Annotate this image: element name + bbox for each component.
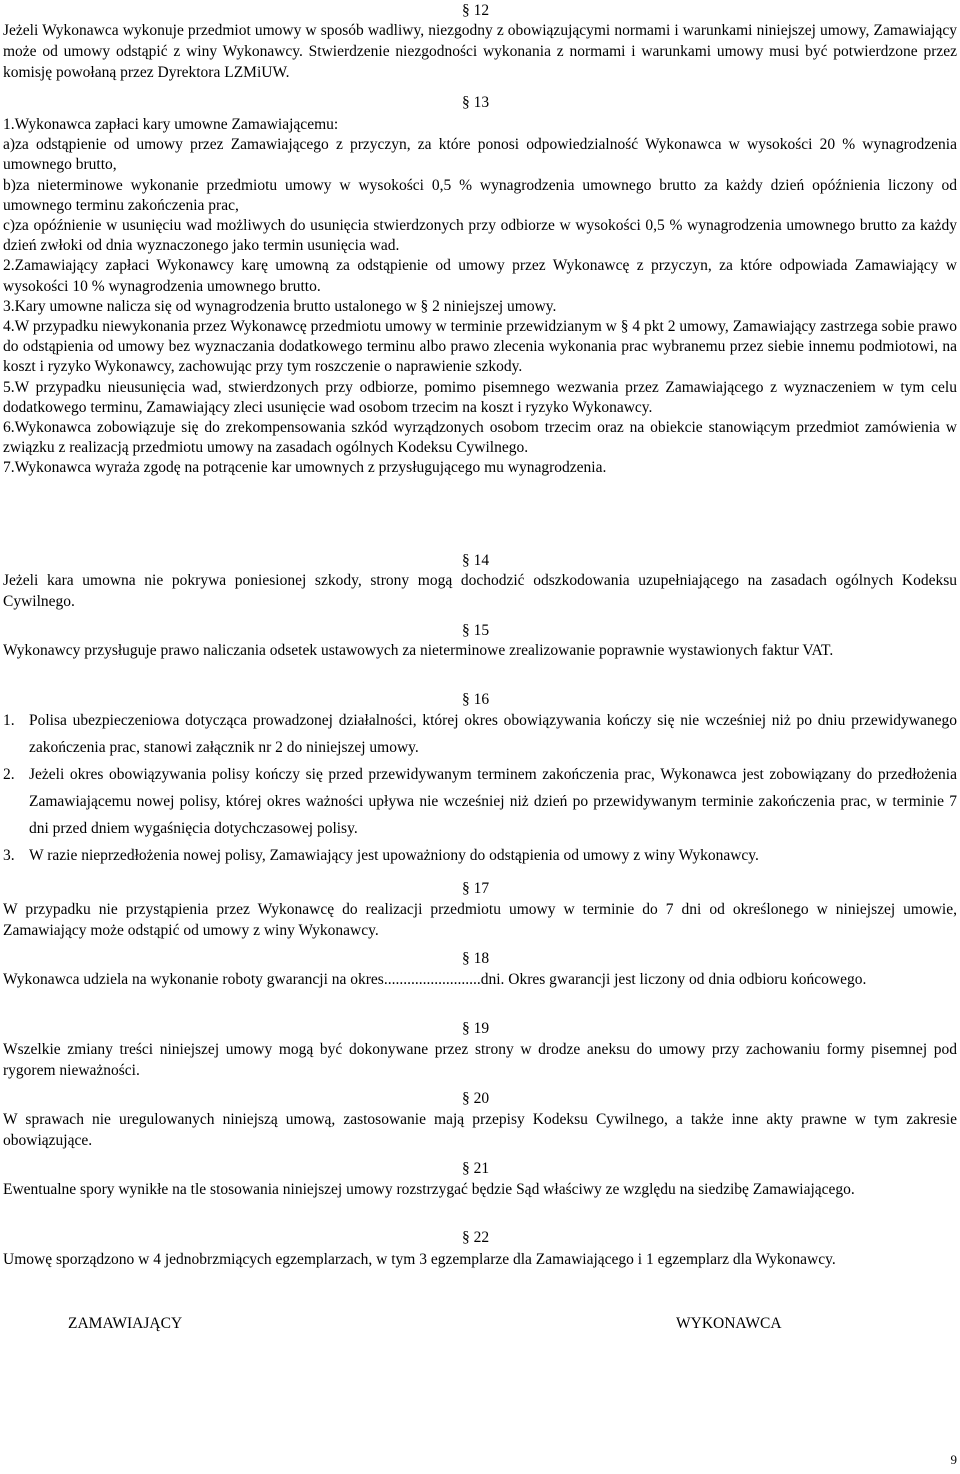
section-13-heading: § 13 bbox=[462, 94, 490, 111]
section-13-point-7: 7.Wykonawca wyraża zgodę na potrącenie kar umownych z przysługującego mu wynagrodzenia. bbox=[3, 459, 607, 477]
list-item-text: Polisa ubezpieczeniowa dotycząca prowadzonej działalności, której okres obowiązywania kończy się nie wcześniej niż po dniu przewidywanego zakończenia prac, stanowi załącznik nr 2 do niniejszej umowy. bbox=[29, 712, 957, 756]
section-13-point-3: 3.Kary umowne nalicza się od wynagrodzenia brutto ustalonego w § 2 niniejszej umowy. bbox=[3, 297, 557, 315]
section-13-point-1a: a)za odstąpienie od umowy przez Zamawiającego z przyczyn, za które ponosi odpowiedzialność Wykonawca w wysokości 20 % wynagrodzenia umownego brutto, bbox=[3, 136, 957, 174]
section-21-text: Ewentualne spory wynikłe na tle stosowania niniejszej umowy rozstrzygać będzie Sąd właściwy ze względu na siedzibę Zamawiającego. bbox=[3, 1181, 855, 1198]
section-13-point-1b: b)za nieterminowe wykonanie przedmiotu umowy w wysokości 0,5 % wynagrodzenia umownego brutto za każdy dzień opóźnienia liczony od umownego terminu zakończenia prac, bbox=[3, 176, 957, 214]
section-13-point-6: 6.Wykonawca zobowiązuje się do zrekompensowania szkód wyrządzonych osobom trzecim oraz na obiekcie stanowiącym przedmiot zamówienia w związku z realizacją przedmiotu umowy na zasadach ogólnych Kodeksu Cywilnego. bbox=[3, 419, 957, 457]
section-22-heading: § 22 bbox=[462, 1229, 490, 1246]
section-21-heading: § 21 bbox=[462, 1160, 490, 1177]
section-19-text: Wszelkie zmiany treści niniejszej umowy mogą być dokonywane przez strony w drodze aneksu do umowy przy zachowaniu formy pisemnej pod rygorem nieważności. bbox=[3, 1041, 957, 1079]
section-14-heading: § 14 bbox=[462, 552, 490, 569]
list-item bbox=[3, 842, 957, 869]
section-15-text: Wykonawcy przysługuje prawo naliczania odsetek ustawowych za nieterminowe zrealizowanie poprawnie wystawionych faktur VAT. bbox=[3, 642, 834, 659]
signature-label-wykonawca: WYKONAWCA bbox=[676, 1315, 782, 1332]
section-17-text: W przypadku nie przystąpienia przez Wykonawcę do realizacji przedmiotu umowy w terminie do 7 dni od określonego w niniejszej umowie, Zamawiający może odstąpić od umowy z winy Wykonawcy. bbox=[3, 901, 957, 939]
section-15-heading: § 15 bbox=[462, 622, 490, 639]
section-13-point-1: 1.Wykonawca zapłaci kary umowne Zamawiającemu: bbox=[3, 116, 339, 133]
section-18-text: Wykonawca udziela na wykonanie roboty gwarancji na okres.........................dni. Okres gwarancji jest liczony od dnia odbioru końcowego. bbox=[3, 971, 867, 988]
section-13-point-5: 5.W przypadku nieusunięcia wad, stwierdzonych przy odbiorze, pomimo pisemnego wezwania przez Zamawiającego z wyznaczeniem w tym celu dodatkowego terminu, Zamawiający zleci usunięcie wad osobom trzecim na koszt i ryzyko Wykonawcy. bbox=[3, 378, 957, 416]
list-item-number: 3. bbox=[3, 847, 15, 864]
list-item-text: Jeżeli okres obowiązywania polisy kończy się przed przewidywanym terminem zakończenia prac, Wykonawca jest zobowiązany do przedłożenia Zamawiającemu nowej polisy, której okres ważności upływa nie wcześniej niż dzień po przewidywanym terminie zakończenia prac, w terminie 7 dni przed dniem wygaśnięcia dotychczasowej polisy. bbox=[29, 766, 957, 837]
section-13-point-4: 4.W przypadku niewykonania przez Wykonawcę przedmiotu umowy w terminie przewidzianym w § 4 pkt 2 umowy, Zamawiający zastrzega sobie prawo do odstąpienia od umowy bez wyznaczania dodatkowego terminu albo prawo zlecenia wykonania prac wybranemu przez siebie innemu podmiotowi, na koszt i ryzyko Wykonawcy, zachowując przy tym roszczenie o naprawienie szkody. bbox=[3, 318, 957, 376]
list-item bbox=[3, 707, 957, 761]
list-item-number: 1. bbox=[3, 712, 15, 729]
section-20-text: W sprawach nie uregulowanych niniejszą umową, zastosowanie mają przepisy Kodeksu Cywilnego, a także inne akty prawne w tym zakresie obowiązujące. bbox=[3, 1111, 957, 1149]
section-13-point-2: 2.Zamawiający zapłaci Wykonawcy karę umowną za odstąpienie od umowy przez Wykonawcę z przyczyn, za które odpowiada Zamawiający w wysokości 10 % wynagrodzenia umownego brutto. bbox=[3, 257, 957, 295]
list-item-text: W razie nieprzedłożenia nowej polisy, Zamawiający jest upoważniony do odstąpienia od umowy z winy Wykonawcy. bbox=[29, 847, 759, 864]
section-13-point-1c: c)za opóźnienie w usunięciu wad możliwych do usunięcia stwierdzonych przy odbiorze w wysokości 0,5 % wynagrodzenia umownego brutto za każdy dzień zwłoki od dnia wyznaczonego jako termin usunięcia wad. bbox=[3, 217, 957, 255]
section-16-list bbox=[3, 707, 957, 869]
section-17-heading: § 17 bbox=[462, 880, 490, 897]
signature-label-zamawiajacy: ZAMAWIAJĄCY bbox=[68, 1315, 183, 1332]
section-18-heading: § 18 bbox=[462, 950, 490, 967]
section-12-heading: § 12 bbox=[462, 2, 490, 19]
list-item-number: 2. bbox=[3, 766, 15, 783]
section-12-text: Jeżeli Wykonawca wykonuje przedmiot umowy w sposób wadliwy, niezgodny z obowiązującymi normami i warunkami niniejszej umowy, Zamawiający może od umowy odstąpić z winy Wykonawcy. Stwierdzenie niezgodności wykonania z normami i warunkami umowy musi być potwierdzone przez komisję powołaną przez Dyrektora LZMiUW. bbox=[3, 22, 957, 81]
page-number: 9 bbox=[950, 1452, 957, 1467]
section-20-heading: § 20 bbox=[462, 1090, 490, 1107]
section-22-text: Umowę sporządzono w 4 jednobrzmiących egzemplarzach, w tym 3 egzemplarze dla Zamawiającego i 1 egzemplarz dla Wykonawcy. bbox=[3, 1251, 836, 1268]
section-14-text: Jeżeli kara umowna nie pokrywa poniesionej szkody, strony mogą dochodzić odszkodowania uzupełniającego na zasadach ogólnych Kodeksu Cywilnego. bbox=[3, 572, 957, 610]
list-item bbox=[3, 761, 957, 842]
section-16-heading: § 16 bbox=[462, 691, 490, 708]
section-19-heading: § 19 bbox=[462, 1020, 490, 1037]
section-13-body bbox=[3, 115, 957, 479]
